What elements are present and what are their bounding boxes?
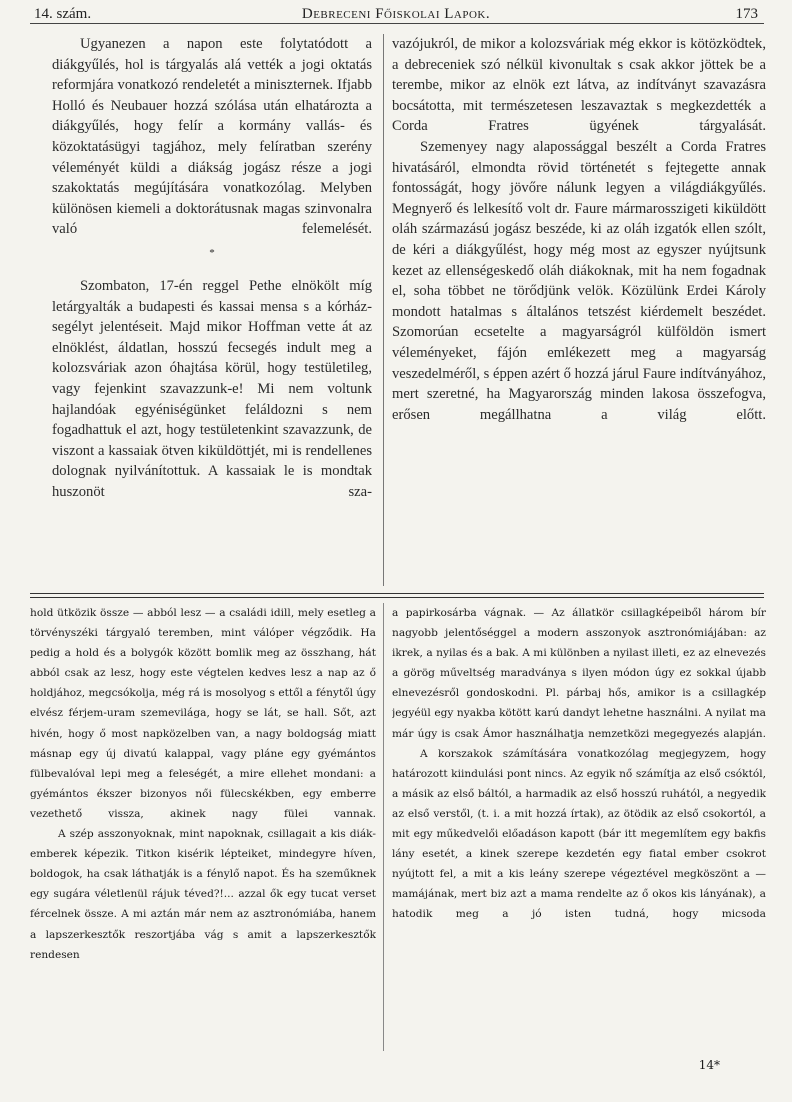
column-divider — [383, 603, 384, 1051]
section-separator: * — [209, 246, 215, 259]
paragraph: a papirkosárba vágnak. — Az állatkör csillagképeiből három bír nagyobb jelentőséggel a modern asszonyok asztronómiájában: az ikrek, a nyilas és a bak. A mi különben a nyilast illeti, ez az elnevezés a görög műveltség maradványa s ilyen módon úgy ez sokkal újabb elnevezésről gondoskodni. Pl. párbaj hős, amikor is a csillagkép jegyéül egy nyakba kötött karú dandyt lehetne használni. A nyilat ma már úgy is csak Ámor használhatja nemzetközi megegyezés alapján. — [392, 607, 766, 740]
upper-right-column — [392, 34, 766, 588]
upper-left-column — [52, 34, 372, 588]
lower-left-column — [30, 603, 376, 1059]
paragraph: A szép asszonyoknak, mint napoknak, csillagait a kis diák-emberek képezik. Titkon kisérik lépteiket, mindegyre híven, boldogok, ha csak láthatják is a fénylő napot. És ha szeműknek egy sugára véletlenül rájuk téved?!... azzal ők egy tucat verset fércelnek össze. A mi aztán már nem az asztronómiába, hanem a lapszerkesztők reszortjába vág s amit a lapszerkesztők rendesen — [30, 828, 376, 961]
signature-mark: 14* — [698, 1058, 720, 1072]
paragraph: hold ütközik össze — abból lesz — a családi idill, mely esetleg a törvényszéki tárgyaló teremben, mint válóper végződik. Ha pedig a hold és a bolygók között bomlik meg az összhang, hát abból csak az lesz, hogy este végtelen kedves lesz a nap az ő holdjához, megcsókolja, még rá is mosolyog s ettől a fénytől úgy elvész férjem-uram szemevilága, hogy se lát, se hall. Sőt, azt hivén, hogy ő most napközelben van, a nagy boldogság miatt másnap egy új divatú kalappal, vagy pláne egy gyémántos fülbevalóval lepi meg a feleségét, a mire ellehet mondani: a gyémántos ékszer bizonyos női fülecskékben, egy emberre vezethető vissza, akinek nagy fülei vannak. — [30, 607, 376, 820]
issue-label: 14. szám. — [34, 6, 92, 22]
column-divider — [383, 34, 384, 586]
paragraph: A korszakok számítására vonatkozólag megjegyzem, hogy határozott kiindulási pont nincs. Az egyik nő számítja az első csóktól, a másik az első báltól, a harmadik az első hosszú ruhától, a negyedik az első verstől, (t. i. a mit hozzá írtak), az ötödik az első csokortól, a mit egy műkedvelői előadáson kapott (bár itt megemlítem egy bakfis lány esetét, a kinek szerepe kezdetén egy fiatal ember csokrot nyújtott fel, a mit a kis leány szerepe végeztével megköszönt a — mamájának, mert biz azt a mama rendelte az ő okos kis lányának), a hatodik meg a jó isten tudná, hogy micsoda — [392, 747, 766, 921]
running-header — [30, 4, 762, 24]
paragraph: Ugyanezen a napon este folytatódott a diákgyűlés, hol is tárgyalás alá vették a jogi oktatás reformjára vonatkozó rendeletét a miniszternek. Ifjabb Holló és Neubauer hozzá szólása után elhatározta a diákgyűlés, hogy felír a kormány vallás- és közoktatásügyi tagjához, mely felíratban szerény véleményét küldi a diákság jogász része a jogi szakoktatás megújítására vonatkozólag. Melyben különösen kiemeli a doktorátusnak magas szinvonalra való felemelését. — [52, 36, 372, 238]
journal-title: Debreceni Főiskolai Lapok. — [301, 6, 491, 22]
header-rule — [30, 23, 764, 24]
paragraph: vazójukról, de mikor a kolozsváriak még ekkor is kötözködtek, a debreceniek szó nélkül kivonultak s csak akkor jöttek be a terembe, mikor az elnök ezt látva, az indítványt szavazásra bocsátotta, mit természetesen leszavaztak s megkezdették a Corda Fratres ügyének tárgyalását. — [392, 36, 766, 135]
page-number: 173 — [735, 6, 758, 22]
paragraph: Szemenyey nagy alapossággal beszélt a Corda Fratres hivatásáról, elmondta rövid történetét s fejtegette annak fontosságát, hogy jövőre nálunk legyen a világdiákgyűlés. Megnyerő és lelkesítő volt dr. Faure mármarosszigeti kiküldött oláh származású jogász beszéde, ki az oláh izgatók ellen szólt, de kéri a diákgyűlést, hogy még most az egyszer nyújtsunk kezet az ellenségeskedő oláh diákoknak, mit ha nem fogadnak el, soha többet ne törődjünk velök. Közülünk Erdei Károly mondott hatalmas s általános tetszést kiérdemelt beszédet. Szomorúan ecsetelte a magyarságról külföldön ismert véleményeket, fájón emlékezett meg a magyarság veszedelméről, s éppen azért ő hozzá járul Faure indítványához, mert szeretné, ha Magyarország minden lakosa összefogva, erősen megállhatna a világ előtt. — [392, 138, 766, 423]
lower-right-column — [392, 603, 766, 1059]
section-rule — [30, 593, 764, 598]
paragraph: Szombaton, 17-én reggel Pethe elnökölt míg letárgyalták a budapesti és kassai mensa s a kórház-segélyt jelentéseit. Majd mikor Hoffman vette át az elnöklést, áldatlan, hosszú fecsegés indult meg a kolozsváriak azon óhajtása körül, hogy testületileg, vagy fejenkint szavazzunk-e! Mi nem voltunk hajlandóak egyéniségünket feláldozni s nem fogadhattuk el azt, hogy testületenkint szavazzunk, de viszont a kassaiak ötven kiküldöttjét, mi is rendellenes dolognak nyilvánítottuk. A kassaiak le is mondtak huszonöt sza- — [52, 277, 372, 500]
